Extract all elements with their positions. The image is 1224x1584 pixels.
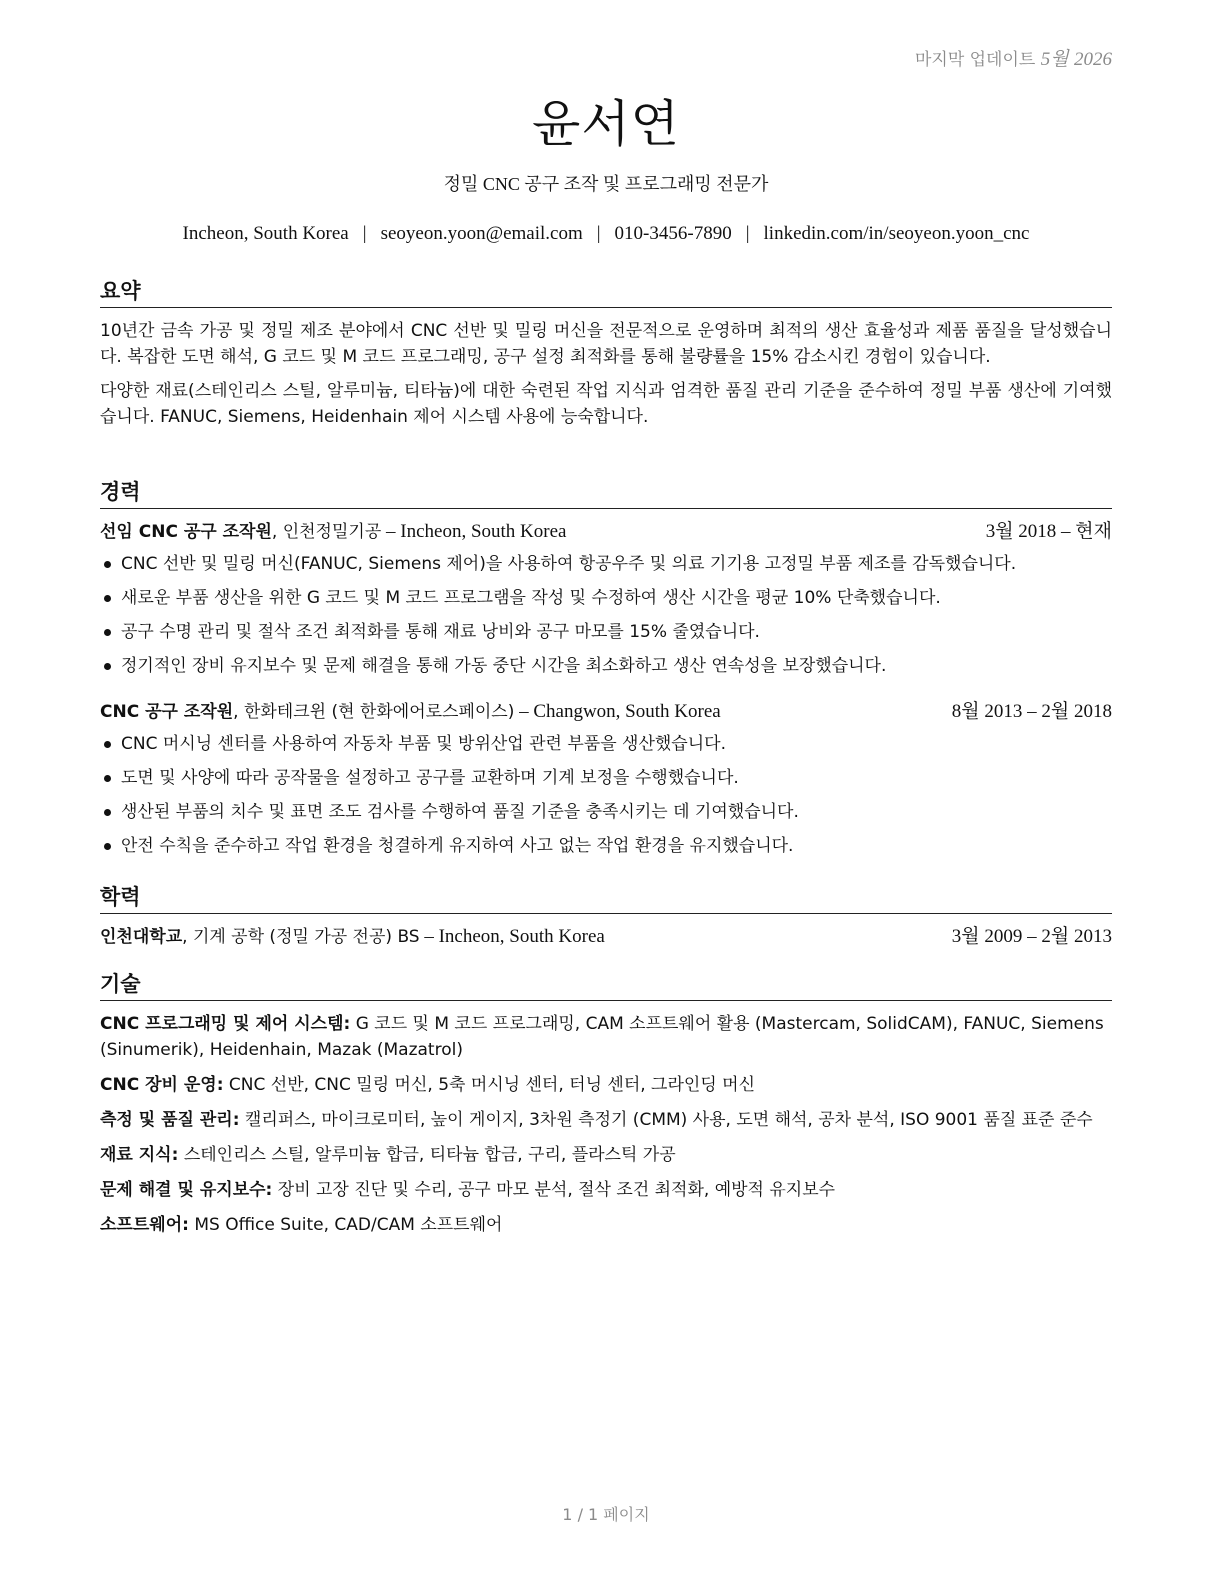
skill-item [100, 1072, 1112, 1098]
summary-paragraph: 다양한 재료(스테인리스 스틸, 알루미늄, 티타늄)에 대한 숙련된 작업 지식과 엄격한 품질 관리 기준을 준수하여 정밀 부품 생산에 기여했습니다. FANUC, Siemens, Heidenhain 제어 시스템 사용에 능숙합니다. [100, 381, 1112, 427]
skill-key: 재료 지식: [100, 1145, 179, 1165]
job-bullet: 새로운 부품 생산을 위한 G 코드 및 M 코드 프로그램을 작성 및 수정하여 생산 시간을 평균 10% 단축했습니다. [100, 581, 1112, 615]
job-bullets [100, 727, 1112, 863]
last-updated-year: 2026 [1074, 49, 1112, 70]
education-location: Incheon, South Korea [438, 926, 605, 947]
resume-page [100, 0, 1112, 1584]
skill-key: CNC 프로그래밍 및 제어 시스템: [100, 1014, 351, 1034]
job-dates: 3월 2018 – 현재 [985, 521, 1112, 542]
last-updated-label: 마지막 업데이트 [914, 50, 1036, 70]
education-dates: 3월 2009 – 2월 2013 [951, 926, 1112, 947]
skill-value: 스테인리스 스틸, 알루미늄 합금, 티타늄 합금, 구리, 플라스틱 가공 [183, 1145, 676, 1165]
education-degree: 기계 공학 (정밀 가공 전공) BS [192, 927, 420, 947]
skill-key: 문제 해결 및 유지보수: [100, 1180, 273, 1200]
skill-value: 캘리퍼스, 마이크로미터, 높이 게이지, 3차원 측정기 (CMM) 사용, 도면 해석, 공차 분석, ISO 9001 품질 표준 준수 [244, 1110, 1093, 1130]
contact-separator: | [362, 223, 367, 244]
job-role: 선임 CNC 공구 조작원 [100, 522, 272, 542]
skill-value: MS Office Suite, CAD/CAM 소프트웨어 [194, 1215, 503, 1235]
job-bullet: CNC 선반 및 밀링 머신(FANUC, Siemens 제어)을 사용하여 항공우주 및 의료 기기용 고정밀 부품 제조를 감독했습니다. [100, 547, 1112, 581]
job-bullet: CNC 머시닝 센터를 사용하여 자동차 부품 및 방위산업 관련 부품을 생산했습니다. [100, 727, 1112, 761]
skill-key: CNC 장비 운영: [100, 1075, 224, 1095]
job-location: Changwon, South Korea [533, 701, 721, 722]
education-section [100, 881, 1112, 950]
candidate-tagline: 정밀 CNC 공구 조작 및 프로그래밍 전문가 [443, 174, 769, 194]
skill-item [100, 1142, 1112, 1168]
contact-separator: | [745, 223, 750, 244]
contact-phone: 010-3456-7890 [614, 223, 732, 244]
page-indicator: 1 / 1 페이지 [562, 1505, 650, 1524]
education-school: 인천대학교 [100, 927, 183, 947]
job-entry [100, 519, 1112, 683]
summary-section [100, 275, 1112, 438]
section-title-experience: 경력 [100, 476, 1112, 509]
section-title-skills: 기술 [100, 968, 1112, 1001]
job-dates: 8월 2013 – 2월 2018 [951, 701, 1112, 722]
skill-value: G 코드 및 M 코드 프로그래밍, CAM 소프트웨어 활용 (Mastercam, SolidCAM), FANUC, Siemens (Sinumerik), Heidenhain, Mazak (Mazatrol) [100, 1014, 1104, 1060]
job-header: CNC 공구 조작원, 한화테크윈 (현 한화에어로스페이스) – Changwon, South Korea 8월 2013 – 2월 2018 [100, 699, 1112, 725]
job-bullet: 공구 수명 관리 및 절삭 조건 최적화를 통해 재료 낭비와 공구 마모를 15% 줄였습니다. [100, 615, 1112, 649]
last-updated [915, 44, 1112, 71]
contact-email[interactable]: seoyeon.yoon@email.com [380, 223, 583, 244]
job-bullets [100, 547, 1112, 683]
skill-item [100, 1212, 1112, 1238]
skill-key: 소프트웨어: [100, 1215, 189, 1235]
job-bullet: 정기적인 장비 유지보수 및 문제 해결을 통해 가동 중단 시간을 최소화하고 생산 연속성을 보장했습니다. [100, 649, 1112, 683]
summary-paragraph: 10년간 금속 가공 및 정밀 제조 분야에서 CNC 선반 및 밀링 머신을 전문적으로 운영하며 최적의 생산 효율성과 제품 품질을 달성했습니다. 복잡한 도면 해석, G 코드 및 M 코드 프로그래밍, 공구 설정 최적화를 통해 불량률을 15% 감소시킨 경험이 있습니다. [100, 321, 1112, 367]
skill-item [100, 1011, 1112, 1063]
contact-separator: | [596, 223, 601, 244]
candidate-name: 윤서연 [532, 95, 680, 153]
job-location: Incheon, South Korea [400, 521, 567, 542]
job-bullet: 도면 및 사양에 따라 공작물을 설정하고 공구를 교환하며 기계 보정을 수행했습니다. [100, 761, 1112, 795]
contact-location: Incheon, South Korea [182, 223, 349, 244]
job-header: 선임 CNC 공구 조작원, 인천정밀기공 – Incheon, South Korea 3월 2018 – 현재 [100, 519, 1112, 545]
job-org: 한화테크윈 (현 한화에어로스페이스) [243, 702, 515, 722]
job-entry [100, 699, 1112, 863]
section-title-education: 학력 [100, 881, 1112, 914]
skill-value: 장비 고장 진단 및 수리, 공구 마모 분석, 절삭 조건 최적화, 예방적 유지보수 [277, 1180, 836, 1200]
skill-key: 측정 및 품질 관리: [100, 1110, 240, 1130]
skill-item [100, 1177, 1112, 1203]
education-entry: 인천대학교, 기계 공학 (정밀 가공 전공) BS – Incheon, South Korea 3월 2009 – 2월 2013 [100, 924, 1112, 950]
job-org: 인천정밀기공 [282, 522, 382, 542]
job-bullet: 안전 수칙을 준수하고 작업 환경을 청결하게 유지하여 사고 없는 작업 환경을 유지했습니다. [100, 829, 1112, 863]
job-role: CNC 공구 조작원 [100, 702, 234, 722]
section-title-summary: 요약 [100, 275, 1112, 308]
skill-item [100, 1107, 1112, 1133]
contact-linkedin[interactable]: linkedin.com/in/seoyeon.yoon_cnc [763, 223, 1030, 244]
job-bullet: 생산된 부품의 치수 및 표면 조도 검사를 수행하여 품질 기준을 충족시키는 데 기여했습니다. [100, 795, 1112, 829]
last-updated-month: 5월 [1040, 49, 1069, 70]
contact-line [80, 223, 1132, 245]
skill-value: CNC 선반, CNC 밀링 머신, 5축 머시닝 센터, 터닝 센터, 그라인딩 머신 [228, 1075, 755, 1095]
experience-section [100, 476, 1112, 863]
skills-section [100, 968, 1112, 1247]
